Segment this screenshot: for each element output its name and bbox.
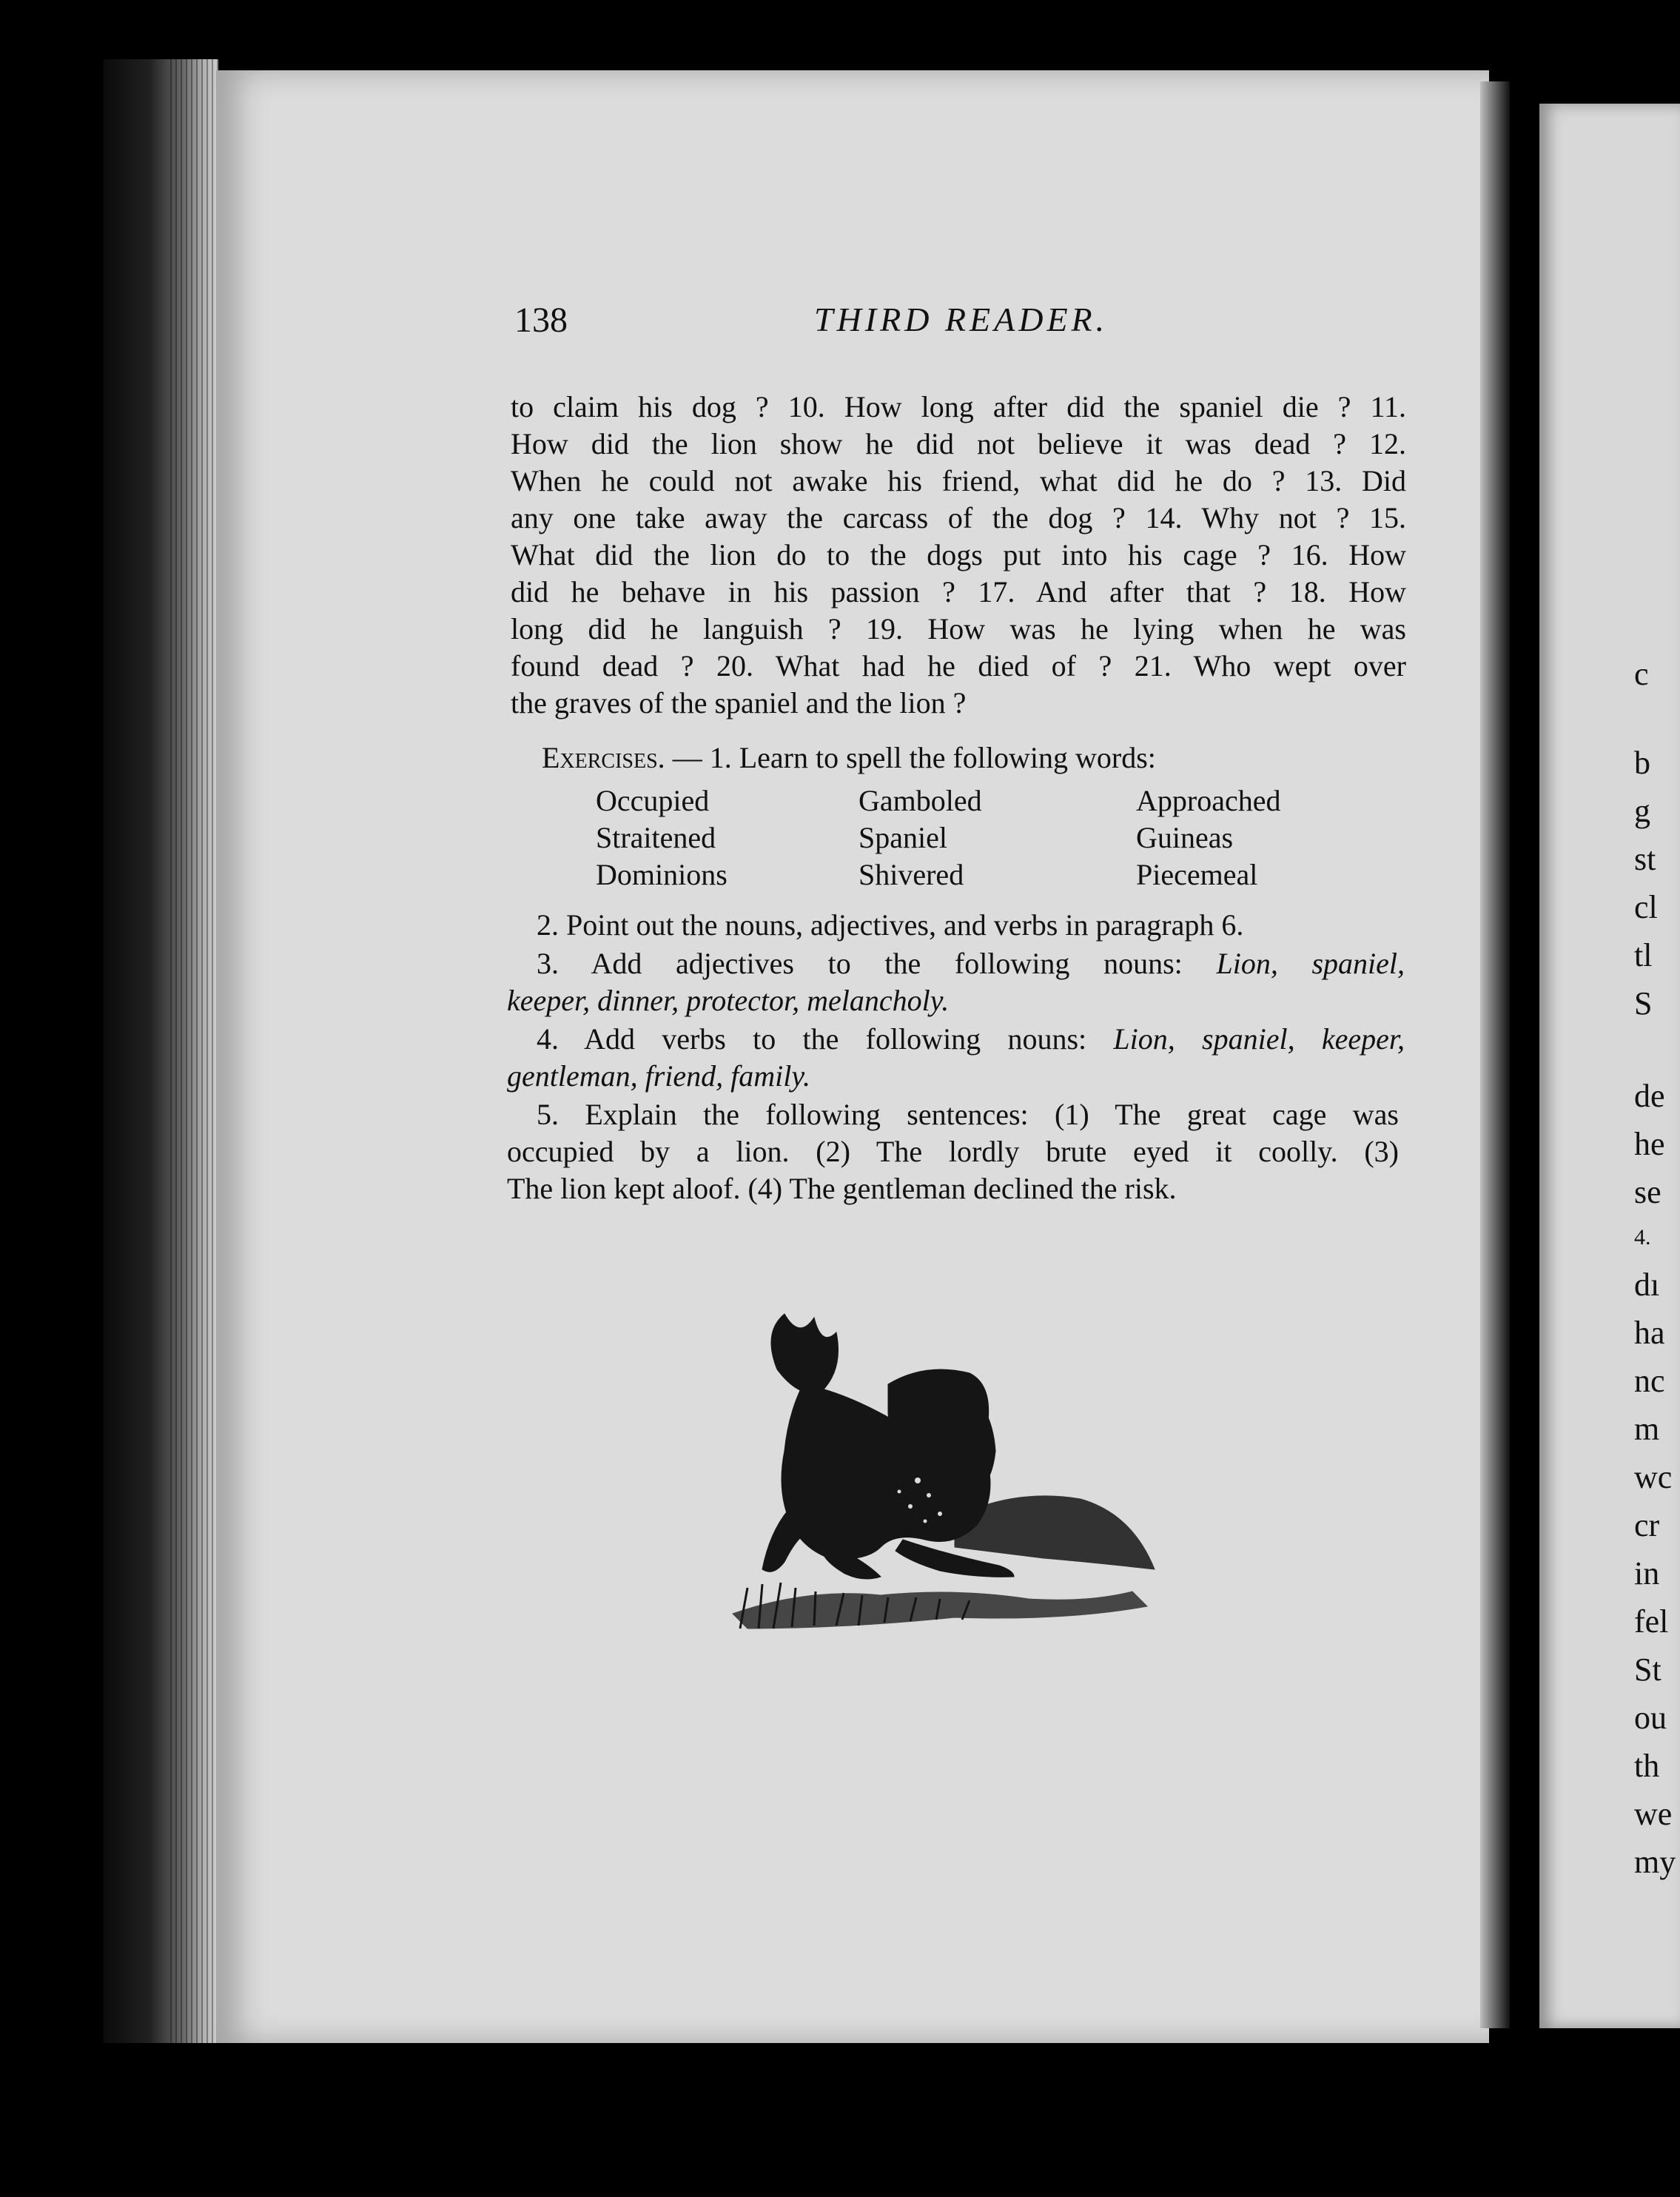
text-line: How did the lion show he did not believe it was dead ? 12. bbox=[511, 427, 1406, 460]
exercise-4-prefix: 4. Add verbs to the following nouns: bbox=[537, 1022, 1087, 1056]
word-row bbox=[596, 820, 1336, 857]
facing-fragment: St bbox=[1634, 1651, 1661, 1688]
facing-fragment: fel bbox=[1634, 1603, 1669, 1640]
exercise-5-line-2: occupied by a lion. (2) The lordly brute eyed it coolly. (3) bbox=[507, 1135, 1399, 1168]
spelling-word: Dominions bbox=[596, 858, 728, 891]
spelling-word: Gamboled bbox=[859, 784, 982, 817]
facing-fragment: wc bbox=[1634, 1459, 1673, 1495]
facing-fragment: we bbox=[1634, 1796, 1673, 1832]
facing-fragment: ha bbox=[1634, 1315, 1665, 1351]
facing-fragment: de bbox=[1634, 1078, 1665, 1114]
facing-fragment: S bbox=[1634, 985, 1653, 1022]
exercise-3-prefix: 3. Add adjectives to the following nouns: bbox=[537, 947, 1183, 980]
facing-fragment: g bbox=[1634, 793, 1650, 829]
exercise-1 bbox=[542, 740, 1156, 775]
word-row bbox=[596, 783, 1336, 820]
page-edges bbox=[170, 59, 222, 2043]
spelling-word: Shivered bbox=[859, 858, 964, 891]
exercise-5-line-3: The lion kept aloof. (4) The gentleman declined the risk. bbox=[507, 1172, 1177, 1205]
facing-fragment: cr bbox=[1634, 1507, 1660, 1543]
exercise-2: 2. Point out the nouns, adjectives, and verbs in paragraph 6. bbox=[537, 908, 1244, 942]
text-line: did he behave in his passion ? 17. And after that ? 18. How bbox=[511, 575, 1406, 608]
facing-fragment: se bbox=[1634, 1174, 1661, 1210]
spaniel-illustration bbox=[733, 1303, 1162, 1636]
facing-fragment: ou bbox=[1634, 1700, 1667, 1736]
spelling-word: Spaniel bbox=[859, 821, 947, 854]
exercise-4-nouns: Lion, spaniel, keeper, bbox=[1113, 1022, 1405, 1056]
exercise-1-text: — 1. Learn to spell the following words: bbox=[672, 741, 1156, 774]
facing-page bbox=[1539, 104, 1680, 2028]
facing-fragment: he bbox=[1634, 1126, 1665, 1162]
exercise-3-line-2 bbox=[507, 983, 949, 1018]
spelling-word: Piecemeal bbox=[1136, 858, 1258, 891]
facing-fragment: dı bbox=[1634, 1267, 1660, 1303]
exercise-3-line-1 bbox=[537, 946, 1405, 981]
exercise-5-line-1: 5. Explain the following sentences: (1) The great cage was bbox=[537, 1098, 1399, 1131]
exercise-4-nouns-cont: gentleman, friend, family. bbox=[507, 1059, 810, 1093]
spelling-word: Guineas bbox=[1136, 821, 1234, 854]
text-line: to claim his dog ? 10. How long after did the spaniel die ? 11. bbox=[511, 390, 1406, 423]
exercise-3-nouns: Lion, spaniel, bbox=[1216, 947, 1405, 980]
spelling-word: Approached bbox=[1136, 784, 1281, 817]
page-header bbox=[514, 300, 1402, 352]
facing-fragment: m bbox=[1634, 1411, 1660, 1447]
facing-fragment: nc bbox=[1634, 1363, 1665, 1399]
spelling-word-list bbox=[596, 783, 1336, 894]
book-gutter bbox=[1480, 81, 1510, 2028]
facing-fragment: b bbox=[1634, 745, 1650, 781]
facing-fragment: my bbox=[1634, 1844, 1676, 1880]
facing-fragment: 4. bbox=[1634, 1225, 1651, 1250]
exercise-4-line-2 bbox=[507, 1059, 810, 1093]
facing-fragment: in bbox=[1634, 1555, 1660, 1591]
exercises-heading: Exercises. bbox=[542, 741, 665, 774]
facing-fragment: c bbox=[1634, 656, 1649, 692]
spelling-word: Straitened bbox=[596, 821, 716, 854]
text-line: the graves of the spaniel and the lion ? bbox=[511, 686, 967, 720]
spelling-word: Occupied bbox=[596, 784, 710, 817]
exercise-4-line-1 bbox=[537, 1022, 1405, 1056]
facing-fragment: cl bbox=[1634, 889, 1658, 925]
left-page bbox=[216, 70, 1489, 2043]
facing-fragment: st bbox=[1634, 841, 1656, 877]
facing-fragment: th bbox=[1634, 1748, 1660, 1784]
exercise-3-nouns-cont: keeper, dinner, protector, melancholy. bbox=[507, 984, 950, 1017]
text-line: What did the lion do to the dogs put into his cage ? 16. How bbox=[511, 538, 1406, 571]
text-line: long did he languish ? 19. How was he lying when he was bbox=[511, 612, 1406, 645]
running-title: THIRD READER. bbox=[814, 301, 1109, 338]
page-number: 138 bbox=[514, 301, 568, 340]
word-row bbox=[596, 857, 1336, 894]
text-line: found dead ? 20. What had he died of ? 21. Who wept over bbox=[511, 649, 1406, 682]
text-line: any one take away the carcass of the dog ? 14. Why not ? 15. bbox=[511, 501, 1406, 534]
facing-fragment: tl bbox=[1634, 937, 1653, 973]
text-line: When he could not awake his friend, what did he do ? 13. Did bbox=[511, 464, 1406, 497]
